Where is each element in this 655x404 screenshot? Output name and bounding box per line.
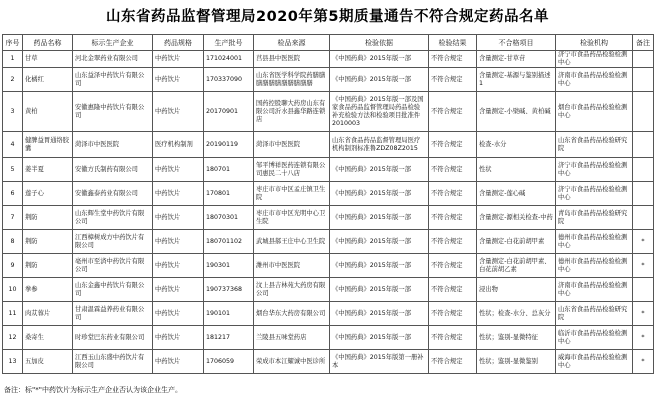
cell-item: 检查-水分 bbox=[477, 132, 556, 158]
cell-lab: 济南市食品药品检验检测中心 bbox=[556, 278, 633, 302]
cell-no: 1 bbox=[3, 51, 23, 68]
cell-name: 肉苁蓉片 bbox=[23, 302, 73, 326]
cell-name: 黄柏 bbox=[23, 92, 73, 132]
table-row bbox=[3, 326, 654, 350]
document-title: 山东省药品监督管理局2020年第5期质量通告不符合规定药品名单 bbox=[106, 9, 549, 25]
cell-basis: 《中国药典》2015年版一部 bbox=[330, 182, 429, 206]
cell-spec: 中药饮片 bbox=[153, 206, 204, 230]
table-row bbox=[3, 230, 654, 254]
cell-remark: * bbox=[633, 230, 654, 254]
cell-no: 11 bbox=[3, 302, 23, 326]
cell-source: 国药控股聊大药房山东有限公司沂水县鑫华路连锁店 bbox=[254, 92, 330, 132]
cell-basis: 山东省食品药品监督管理局医疗机构制剂标准鲁ZDZ08Z2015 bbox=[330, 132, 429, 158]
cell-lab: 济宁市食品药品检验检测中心 bbox=[556, 158, 633, 182]
cell-basis: 《中国药典》2015年版一部 bbox=[330, 278, 429, 302]
cell-item: 含量测定-源相关检查-中药 bbox=[477, 206, 556, 230]
cell-no: 8 bbox=[3, 230, 23, 254]
cell-item: 性状；鉴别-显微鉴别 bbox=[477, 350, 556, 374]
cell-result: 不符合规定 bbox=[429, 182, 477, 206]
column-header: 检验机构 bbox=[556, 35, 633, 51]
cell-basis: 《中国药典》2015年版一部 bbox=[330, 230, 429, 254]
cell-remark bbox=[633, 51, 654, 68]
cell-item: 性状 bbox=[477, 158, 556, 182]
cell-result: 不符合规定 bbox=[429, 206, 477, 230]
cell-maker: 时珍堂巴东药业有限公司 bbox=[73, 326, 153, 350]
cell-spec: 中药饮片 bbox=[153, 350, 204, 374]
cell-item: 含量测定-基源与鉴别描述1 bbox=[477, 68, 556, 92]
cell-result: 不符合规定 bbox=[429, 92, 477, 132]
table-row bbox=[3, 68, 654, 92]
cell-maker: 安徽鑫泰药业有限公司 bbox=[73, 182, 153, 206]
cell-result: 不符合规定 bbox=[429, 302, 477, 326]
cell-result: 不符合规定 bbox=[429, 68, 477, 92]
cell-remark: * bbox=[633, 254, 654, 278]
cell-lab: 德州市食品药品检验检测中心 bbox=[556, 230, 633, 254]
cell-maker: 江西樟树成方中药饮片有限公司 bbox=[73, 230, 153, 254]
cell-batch: 190737368 bbox=[204, 278, 254, 302]
cell-item: 含量测定-甘草苷 bbox=[477, 51, 556, 68]
table-header-row bbox=[3, 35, 654, 51]
cell-name: 拳参 bbox=[23, 278, 73, 302]
cell-batch: 170801 bbox=[204, 182, 254, 206]
cell-maker: 安徽方氏制药有限公司 bbox=[73, 158, 153, 182]
cell-remark: * bbox=[633, 326, 654, 350]
cell-lab: 青岛市食品药品检验研究院 bbox=[556, 206, 633, 230]
column-header: 药品规格 bbox=[153, 35, 204, 51]
cell-remark bbox=[633, 278, 654, 302]
column-header: 检验依据 bbox=[330, 35, 429, 51]
footnote: 备注：标"*"中药饮片为标示生产企业否认为该企业生产。 bbox=[4, 386, 182, 394]
table-body bbox=[3, 51, 654, 374]
cell-batch: 190301 bbox=[204, 254, 254, 278]
cell-basis: 《中国药典》2015年版一部 bbox=[330, 254, 429, 278]
cell-item: 含量测定-白花前胡甲素 bbox=[477, 230, 556, 254]
cell-no: 2 bbox=[3, 68, 23, 92]
cell-lab: 济南市食品药品检验检测中心 bbox=[556, 68, 633, 92]
cell-batch: 190101 bbox=[204, 302, 254, 326]
cell-remark bbox=[633, 68, 654, 92]
cell-basis: 《中国药典》2015年版一部 bbox=[330, 326, 429, 350]
cell-maker: 甘肃温霖益养药业有限公司 bbox=[73, 302, 153, 326]
table-row bbox=[3, 254, 654, 278]
cell-name: 荆防 bbox=[23, 230, 73, 254]
table-row bbox=[3, 182, 654, 206]
column-header: 检品来源 bbox=[254, 35, 330, 51]
cell-remark: * bbox=[633, 302, 654, 326]
cell-remark bbox=[633, 206, 654, 230]
cell-no: 13 bbox=[3, 350, 23, 374]
column-header: 检验结果 bbox=[429, 35, 477, 51]
cell-name: 五加皮 bbox=[23, 350, 73, 374]
cell-batch: 181217 bbox=[204, 326, 254, 350]
cell-result: 不符合规定 bbox=[429, 326, 477, 350]
cell-maker: 山东辉生堂中药饮片有限公司 bbox=[73, 206, 153, 230]
cell-lab: 济宁市食品药品检验检测中心 bbox=[556, 51, 633, 68]
table-row bbox=[3, 132, 654, 158]
cell-spec: 中药饮片 bbox=[153, 254, 204, 278]
cell-lab: 威海市食品药品检验检测中心 bbox=[556, 350, 633, 374]
cell-result: 不符合规定 bbox=[429, 254, 477, 278]
cell-source: 邹平博祥医药连锁有限公司惠民二十八店 bbox=[254, 158, 330, 182]
cell-lab: 烟台市食品药品检验检测中心 bbox=[556, 92, 633, 132]
table-row bbox=[3, 278, 654, 302]
cell-remark bbox=[633, 132, 654, 158]
cell-name: 健脾益胃通络胶囊 bbox=[23, 132, 73, 158]
cell-batch: 20190119 bbox=[204, 132, 254, 158]
cell-no: 7 bbox=[3, 206, 23, 230]
cell-name: 莲子心 bbox=[23, 182, 73, 206]
cell-lab: 德州市食品药品检验检测中心 bbox=[556, 254, 633, 278]
cell-source: 枣庄市市中区光明中心卫生院 bbox=[254, 206, 330, 230]
cell-spec: 中药饮片 bbox=[153, 68, 204, 92]
column-header: 药品名称 bbox=[23, 35, 73, 51]
cell-source: 莒县县中医医院 bbox=[254, 51, 330, 68]
cell-no: 3 bbox=[3, 92, 23, 132]
cell-source: 烟台华东大药房有限公司 bbox=[254, 302, 330, 326]
cell-basis: 《中国药典》2015年版第一册补本 bbox=[330, 350, 429, 374]
cell-name: 荆防 bbox=[23, 206, 73, 230]
cell-maker: 山东益泽中药饮片有限公司 bbox=[73, 68, 153, 92]
cell-name: 桑寄生 bbox=[23, 326, 73, 350]
cell-name: 化橘红 bbox=[23, 68, 73, 92]
cell-spec: 中药饮片 bbox=[153, 182, 204, 206]
cell-source: 兰陵县五味堂药店 bbox=[254, 326, 330, 350]
table-row bbox=[3, 92, 654, 132]
cell-maker: 江西玉山东盛中药饮片有限公司 bbox=[73, 350, 153, 374]
cell-spec: 中药饮片 bbox=[153, 158, 204, 182]
column-header: 标示生产企业 bbox=[73, 35, 153, 51]
cell-item: 性状；鉴别-显微特征 bbox=[477, 326, 556, 350]
cell-batch: 170337090 bbox=[204, 68, 254, 92]
table-row bbox=[3, 302, 654, 326]
cell-lab: 临沂市食品药品检验检测中心 bbox=[556, 326, 633, 350]
column-header: 不合格项目 bbox=[477, 35, 556, 51]
table-row bbox=[3, 51, 654, 68]
table-row bbox=[3, 206, 654, 230]
cell-remark bbox=[633, 92, 654, 132]
cell-result: 不符合规定 bbox=[429, 158, 477, 182]
cell-spec: 中药饮片 bbox=[153, 278, 204, 302]
cell-lab: 山东省食品药品检验研究院 bbox=[556, 132, 633, 158]
cell-item: 含量测定-白花前胡甲素、白花前胡乙素 bbox=[477, 254, 556, 278]
column-header: 序号 bbox=[3, 35, 23, 51]
cell-maker: 菏泽市中医医院 bbox=[73, 132, 153, 158]
cell-spec: 中药饮片 bbox=[153, 230, 204, 254]
cell-maker: 山东金鑫中药饮片有限公司 bbox=[73, 278, 153, 302]
cell-name: 荆防 bbox=[23, 254, 73, 278]
cell-basis: 《中国药典》2015年版一部 bbox=[330, 206, 429, 230]
cell-item: 性状；检查-水分、总灰分 bbox=[477, 302, 556, 326]
cell-source: 枣庄市市中区孟庄镇卫生院 bbox=[254, 182, 330, 206]
cell-result: 不符合规定 bbox=[429, 230, 477, 254]
cell-lab: 济宁市食品药品检验检测中心 bbox=[556, 182, 633, 206]
cell-result: 不符合规定 bbox=[429, 132, 477, 158]
cell-no: 12 bbox=[3, 326, 23, 350]
cell-no: 10 bbox=[3, 278, 23, 302]
cell-source: 汶上县吉林苑大药房有限公司 bbox=[254, 278, 330, 302]
drug-table bbox=[2, 34, 654, 374]
cell-maker: 安徽惠隆中药饮片有限公司 bbox=[73, 92, 153, 132]
cell-spec: 中药饮片 bbox=[153, 326, 204, 350]
cell-batch: 20170901 bbox=[204, 92, 254, 132]
cell-item: 浸出物 bbox=[477, 278, 556, 302]
cell-remark bbox=[633, 182, 654, 206]
cell-batch: 1706059 bbox=[204, 350, 254, 374]
cell-basis: 《中国药典》2015年版一部 bbox=[330, 68, 429, 92]
cell-remark bbox=[633, 158, 654, 182]
column-header: 生产批号 bbox=[204, 35, 254, 51]
cell-no: 9 bbox=[3, 254, 23, 278]
cell-no: 4 bbox=[3, 132, 23, 158]
cell-source: 山东省医学科学院药膳膳膳膳膳膳膳膳膳膳膳 bbox=[254, 68, 330, 92]
cell-maker: 河北金翠药业有限公司 bbox=[73, 51, 153, 68]
cell-item: 含量测定-小檗碱、黄柏碱 bbox=[477, 92, 556, 132]
cell-spec: 中药饮片 bbox=[153, 92, 204, 132]
cell-no: 5 bbox=[3, 158, 23, 182]
cell-basis: 《中国药典》2015年版一部 bbox=[330, 158, 429, 182]
cell-spec: 中药饮片 bbox=[153, 302, 204, 326]
cell-batch: 180701102 bbox=[204, 230, 254, 254]
cell-item: 含量测定-莲心碱 bbox=[477, 182, 556, 206]
table-row bbox=[3, 158, 654, 182]
cell-source: 潍州市中医医院 bbox=[254, 254, 330, 278]
cell-spec: 医疗机构制剂 bbox=[153, 132, 204, 158]
cell-no: 6 bbox=[3, 182, 23, 206]
cell-batch: 18070301 bbox=[204, 206, 254, 230]
cell-maker: 亳州市至済中药饮片有限公司 bbox=[73, 254, 153, 278]
cell-source: 菏泽市中医医院 bbox=[254, 132, 330, 158]
cell-remark: * bbox=[633, 350, 654, 374]
cell-batch: 180701 bbox=[204, 158, 254, 182]
cell-batch: 171024001 bbox=[204, 51, 254, 68]
cell-result: 不符合规定 bbox=[429, 51, 477, 68]
column-header: 备注 bbox=[633, 35, 654, 51]
cell-name: 甘草 bbox=[23, 51, 73, 68]
cell-result: 不符合规定 bbox=[429, 350, 477, 374]
cell-lab: 山东省食品药品检验研究院 bbox=[556, 302, 633, 326]
table-row bbox=[3, 350, 654, 374]
cell-result: 不符合规定 bbox=[429, 278, 477, 302]
cell-basis: 《中国药典》2015年版一部 bbox=[330, 51, 429, 68]
cell-source: 武城县郝王庄中心卫生院 bbox=[254, 230, 330, 254]
cell-name: 姜半夏 bbox=[23, 158, 73, 182]
cell-basis: 《中国药典》2015年版一部及国家食品药品监督管理局药品检验补充检验方法和检验项目批准件2010003 bbox=[330, 92, 429, 132]
cell-source: 荣成市本江耀诚中医诊所 bbox=[254, 350, 330, 374]
cell-basis: 《中国药典》2015年版一部 bbox=[330, 302, 429, 326]
cell-spec: 中药饮片 bbox=[153, 51, 204, 68]
